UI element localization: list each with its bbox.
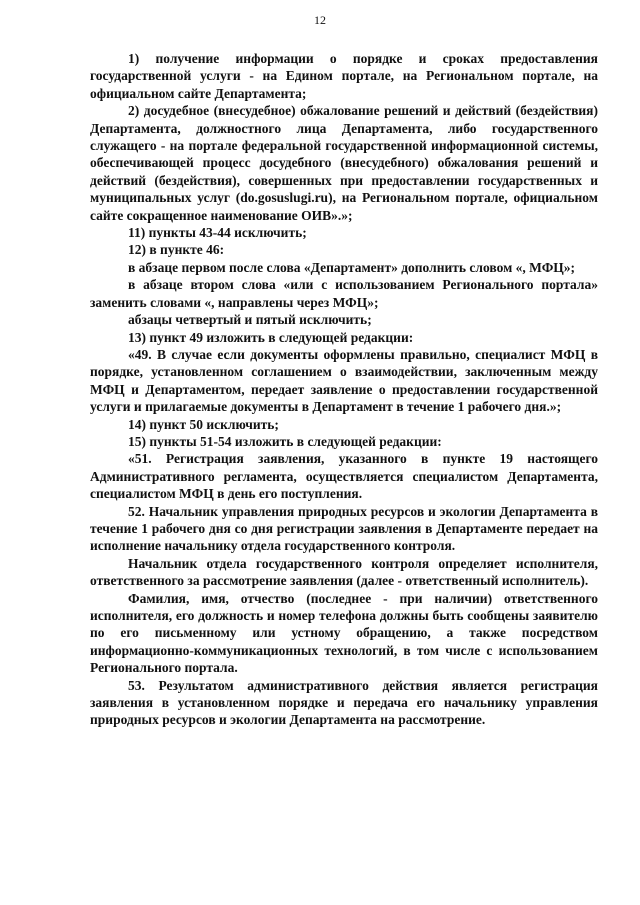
paragraph: 1) получение информации о порядке и сроках предоставления государственной услуги - на Едином портале, на Региональном портале, на официальном сайте Департамента;: [90, 51, 598, 101]
page-number: 12: [314, 13, 326, 27]
paragraph: Начальник отдела государственного контроля определяет исполнителя, ответственного за рассмотрение заявления (далее - ответственный исполнитель).: [90, 555, 598, 589]
paragraph: 11) пункты 43-44 исключить;: [128, 225, 307, 241]
paragraph: «51. Регистрация заявления, указанного в пункте 19 настоящего Административного регламента, осуществляется специалистом Департамента, специалистом МФЦ в день его поступления.: [90, 451, 598, 502]
paragraph: 14) пункт 50 исключить;: [128, 416, 279, 432]
paragraph: 13) пункт 49 изложить в следующей редакции:: [128, 329, 414, 345]
paragraph: 52. Начальник управления природных ресурсов и экологии Департамента в течение 1 рабочего дня со дня регистрации заявления в Департаменте передает на исполнение начальнику отдела государственного контроля.: [90, 503, 598, 554]
paragraph: Фамилия, имя, отчество (последнее - при наличии) ответственного исполнителя, его должность и номер телефона должны быть сообщены заявителю по его письменному или устному обращению, а также посредством информационно-коммуникационных технологий, в том числе с использованием Регионального портала.: [90, 590, 598, 676]
paragraph: в абзаце первом после слова «Департамент» дополнить словом «, МФЦ»;: [128, 259, 576, 275]
paragraph: 15) пункты 51-54 изложить в следующей редакции:: [128, 433, 442, 449]
paragraph: 12) в пункте 46:: [128, 242, 225, 258]
paragraph: 2) досудебное (внесудебное) обжалование решений и действий (бездействия) Департамента, должностного лица Департамента, либо государственного служащего - на портале федеральной государственной информационной системы, обеспечивающей процесс досудебного (внесудебного) обжалования решений и действий (бездействия), совершенных при предоставлении государственных и муниципальных услуг (do.gosuslugi.ru), на Региональном портале, официальном сайте сокращенное наименование ОИВ».»;: [90, 103, 598, 223]
document-body: [90, 50, 598, 729]
paragraph: в абзаце втором слова «или с использованием Регионального портала» заменить словами «, направлены через МФЦ»;: [90, 277, 598, 310]
paragraph: абзацы четвертый и пятый исключить;: [128, 312, 372, 328]
paragraph: 53. Результатом административного действия является регистрация заявления в установленном порядке и передача его начальнику управления природных ресурсов и экологии Департамента на рассмотрение.: [90, 677, 598, 728]
paragraph: «49. В случае если документы оформлены правильно, специалист МФЦ в порядке, установленном соглашением о взаимодействии, заключенным между МФЦ и Департаментом, передает заявление о предоставлении государственной услуги и прилагаемые документы в Департамент в течение 1 рабочего дня.»;: [90, 346, 598, 415]
